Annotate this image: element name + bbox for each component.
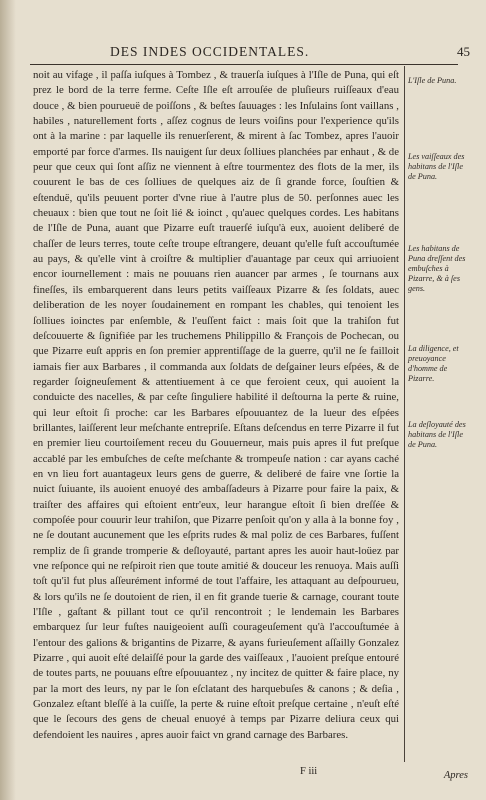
running-title: DES INDES OCCIDENTALES. [110, 44, 310, 59]
margin-note-diligence: La diligence, et preuoyance d'homme de Pizarre. [408, 344, 459, 383]
margin-note-embusches: Les habitans de Puna dreſſent des embuſches à Pizarre, & à ſes gens. [408, 244, 466, 293]
margin-note-desloyaute: La deſloyauté des habitans de l'Iſle de Puna. [408, 420, 466, 449]
margin-note-vaisseaux: Les vaiſſeaux des habitans de l'Iſle de Puna. [408, 152, 465, 181]
page-number: 45 [457, 44, 470, 59]
running-head [40, 44, 470, 62]
text-column [30, 66, 405, 762]
gutter-shadow [0, 0, 16, 800]
signature-mark: F iii [300, 766, 318, 777]
margin-note-isle-de-puna: L'Iſle de Puna. [408, 76, 457, 85]
header-rule [30, 64, 458, 65]
catchword: Apres [443, 770, 468, 781]
body-text: noit au vifage , il paſſa iuſques à Tombez , & trauerſa iuſques à l'Iſle de Puna, qui eſt prez le bord de la terre ferme. Ceſte Iſle eſt arrouſée de pluſieurs ruiſſeaux d'eau douce , & bien pourueuë de poiſſons , & beſtes ſauuages : les Inſulains ſont vaillans , habiles , naturellement forts , aſſez cognus de leurs voiſins pour l'experience qu'ils ont à la marine : par laquelle ils renuerſerent, & mirent à ſac Tombez, apres l'auoir emporté par force d'armes. Ils nauigent ſur deux ſolliues planchées par enhaut , & de peur que ceux qui ſont aſſiz ne viennent à eſtre tourmentez des flots de la mer, ils couurent le bas de ces ſolliues de quelques aiz de ſi grande force, ſouſtien & eſtenduë, qu'ils peuuent porter d'vne riue à l'autre plus de 50. perſonnes auec les cheuaux : bien que tout ne ſoit lié & ioinct , qu'auec quelques cordes. Les habitans de l'Iſle de Puna, auant que Pizarre euſt trauerſé iuſqu'à eux, auoient deliberé de chaſſer de leurs terres, toute ceſte troupe eſtrangere, deuant qu'elle fuſt accouſtumée au pays, & qu'elle vint à croiſtre & multiplier d'auantage par ceux qui arriuoient encor iournellement : mais ne pouuans rien auancer par armes , ſe tournans aux fineſſes, ils embarquerent dans leurs petits vaiſſeaux Pizarre & ſes ſoldats, auec deliberation de les noyer ſoudainement en rompant les chables, qui tenoient les ſolliues ioinctes par enſemble, & l'euſſent faict : mais ſoit que la trahiſon fut deſcouuerte & ſignifiée par les truchemens Philippillo & François de Pochecan, ou que Pizarre euſt appris en ſon premier apprentiſſage de la guerre, qu'il ne ſe failloit iamais fier aux Barbares , il commanda aux ſoldats de deſgainer leurs eſpées, & de regarder ſoigneuſement & attentiuement à ce que feroient ceux, qui auoient la conduicte des nacelles, & par ceſte ſinguliere habilité il deſtourna la perte & ruine, qui leur eſtoit ſi proche: car les Barbares eſpouuantez de la lueur des eſpées brillantes, laiſſerent leur meſchante entrepriſe. Eſtans deſcendus en terre Pizarre il fut en premier lieu courtoiſement receu du Gouuerneur, mais puis apres il fut preſque accablé par les embuſches de ceſte meſchante & trompeuſe nation : car ayans caché en vn lieu fort auantageux leurs gens de guerre, & deliberé de faire vne ſortie la nuict ſuiuante, ils auoient enuoyé des ambaſſadeurs à Pizarre pour faire la paix, & traiſter des affaires qui eſtoient entr'eux, leur harangue eſtoit ſi bien dreſſée & compoſée pour couurir leur trahiſon, que Pizarre penſoit qu'on y alla à la bonne foy , ne ſe doutant aucunement que les eſprits rudes & mal poliz de ces Barbares, fuſſent rempliz de ſi grande tromperie & deſloyauté, partant apres les auoir haut-loüez par vne reſponce qui ne reſpiroit rien que toute amitié & douceur les renuoya. Mais auſſi toſt qu'il fut plus aſſeurément informé de tout l'affaire, les attaquant au deſpourueu, & lors qu'ils ne ſe doutoient de rien, il en fit grande tuerie & carnage, courant toute l'Iſle , gaſtant & pillant tout ce qu'il rencontroit ; le lendemain les Barbares embarquez ſur leur fuſtes nauigeoient auſſi courageuſement qu'à l'accouſtumée à l'entour des galions & brigantins de Pizarre, & ayans furieuſement aſſailly Gonzalez Pizarre , qui auoit eſté delaiſſé pour la garde des vaiſſeaux , l'auoient preſque entouré de toutes parts, ne pouuans eſtre eſpouuantez , ny incitez de quitter & faire place, ny par la mort des leurs, ny par le ſon eſclatant des harquebuſes & canons ; & deſia , Gonzalez eſtant bleſſé à la cuiſſe, la perte & ruine eſtoit preſque certaine , n'euſt eſté que le ſecours des gens de cheual enuoyé à temps par Pizarre deliura ceux qui defendoient les nauires , apres auoir faict vn grand carnage des Barbares. [33, 69, 399, 741]
